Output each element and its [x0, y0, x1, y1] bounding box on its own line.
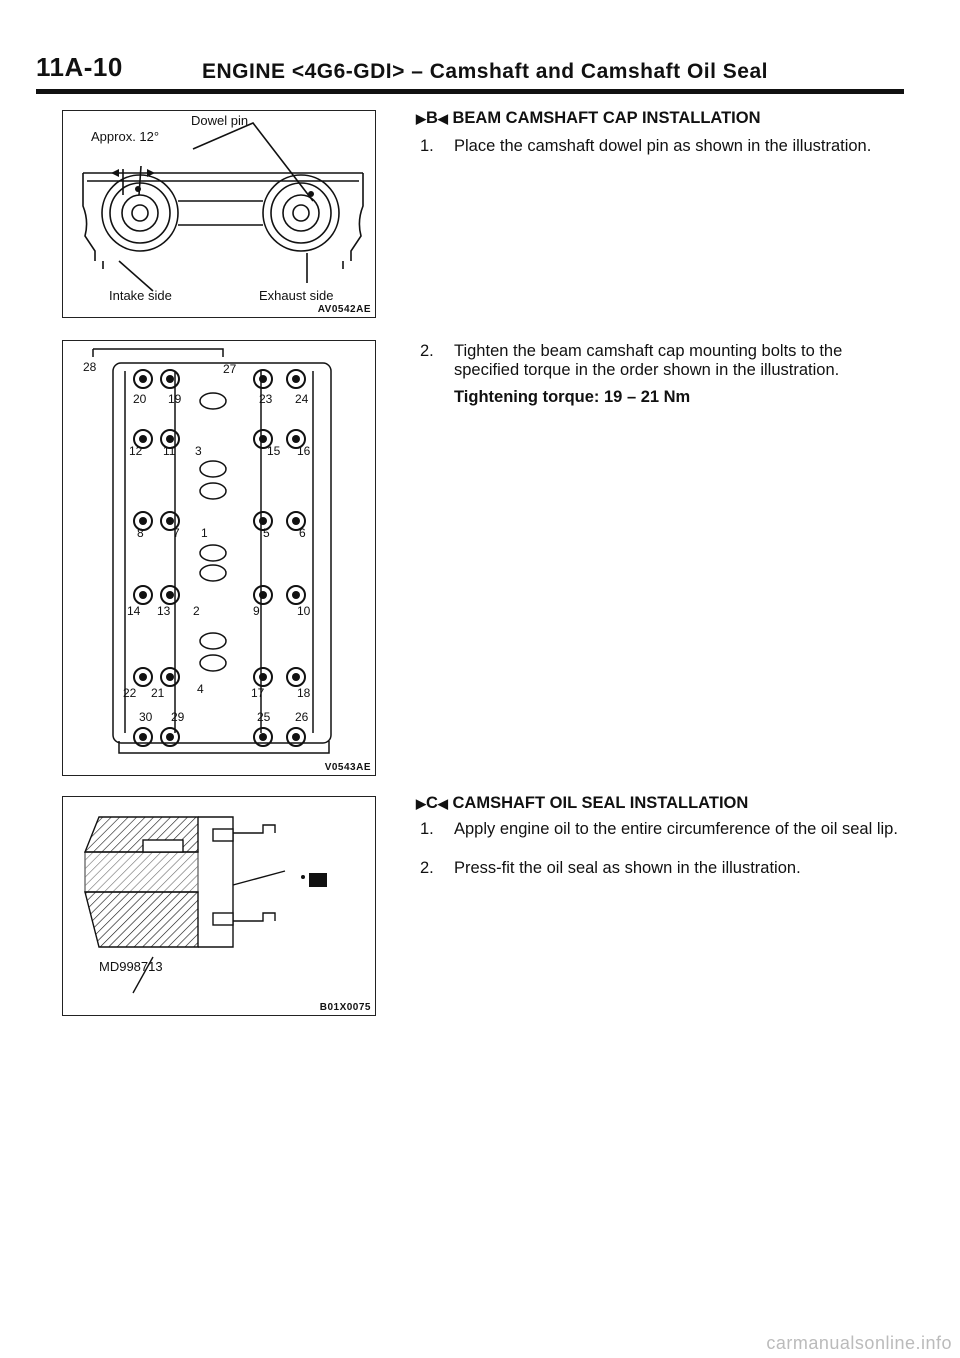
step-text: Place the camshaft dowel pin as shown in the illustration. — [454, 137, 872, 155]
bolt-number: 13 — [157, 604, 171, 618]
right-triangle-icon: ▶ — [416, 111, 426, 126]
bolt-icon — [134, 586, 152, 604]
step-text: Press-fit the oil seal as shown in the illustration. — [454, 859, 801, 877]
bolt-icon — [287, 586, 305, 604]
torque-spec: Tightening torque: 19 – 21 Nm — [454, 388, 691, 406]
right-triangle-icon: ▶ — [416, 796, 426, 811]
step-number: 1. — [420, 137, 434, 155]
figure-bolt-order — [62, 340, 376, 776]
bolt-number: 25 — [257, 710, 271, 724]
cap-oval — [200, 565, 226, 581]
bolt-number: 15 — [267, 444, 281, 458]
left-triangle-icon: ◀ — [437, 796, 448, 811]
bolt-icon — [161, 668, 179, 686]
bolt-icon — [161, 370, 179, 388]
bolt-icon — [287, 668, 305, 686]
section-b-title: BEAM CAMSHAFT CAP INSTALLATION — [452, 109, 761, 127]
bolt-number: 3 — [195, 444, 202, 458]
step-text: Tighten the beam camshaft cap mounting bolts to the specified torque in the order shown in the illustration. — [454, 342, 843, 379]
section-b-step-1 — [420, 137, 908, 156]
cap-oval — [200, 483, 226, 499]
step-number: 2. — [420, 342, 434, 360]
label-tool: MD998713 — [99, 959, 163, 974]
bolt-number: 1 — [201, 526, 208, 540]
section-c-step-1 — [420, 820, 908, 839]
bolt-number: 18 — [297, 686, 311, 700]
cap-oval — [200, 393, 226, 409]
bolt-number: 7 — [173, 526, 180, 540]
bolt-number: 28 — [83, 360, 97, 374]
section-c-step-2 — [420, 859, 908, 878]
label-intake-side: Intake side — [109, 288, 172, 303]
label-exhaust-side: Exhaust side — [259, 288, 334, 303]
bolt-number: 14 — [127, 604, 141, 618]
header-rule — [36, 89, 904, 94]
bolt-number: 2 — [193, 604, 200, 618]
figure-code: AV0542AE — [317, 304, 371, 315]
bolt-icon — [254, 370, 272, 388]
section-c-heading — [416, 794, 748, 813]
page-title: ENGINE <4G6-GDI> – Camshaft and Camshaft Oil Seal — [202, 60, 768, 83]
bolt-number: 30 — [139, 710, 153, 724]
section-b-heading — [416, 109, 761, 128]
bolt-icon — [134, 370, 152, 388]
cap-oval — [200, 461, 226, 477]
oil-seal-illustration — [63, 797, 375, 1015]
bolt-number: 6 — [299, 526, 306, 540]
bolt-number: 11 — [163, 444, 176, 458]
bolt-icon — [254, 586, 272, 604]
bolt-number: 16 — [297, 444, 311, 458]
cap-oval — [200, 545, 226, 561]
bolt-number: 29 — [171, 710, 185, 724]
bolt-number: 5 — [263, 526, 270, 540]
bolt-icon — [134, 668, 152, 686]
bolt-icon — [161, 586, 179, 604]
bolt-number: 22 — [123, 686, 137, 700]
step-number: 1. — [420, 820, 434, 838]
figure-code: V0543AE — [324, 762, 371, 773]
bolt-number: 23 — [259, 392, 273, 406]
left-triangle-icon: ◀ — [437, 111, 448, 126]
bolt-number: 24 — [295, 392, 309, 406]
section-c-marker: C — [426, 794, 438, 812]
bolt-number: 21 — [151, 686, 165, 700]
section-b-marker: B — [426, 109, 438, 127]
step-number: 2. — [420, 859, 434, 877]
bolt-number: 9 — [253, 604, 260, 618]
bolt-number: 26 — [295, 710, 309, 724]
label-dowel-pin: Dowel pin — [191, 113, 249, 128]
figure-oil-seal — [62, 796, 376, 1016]
bolt-icon — [254, 668, 272, 686]
bolt-number: 4 — [197, 682, 204, 696]
bolt-order-illustration — [63, 341, 375, 775]
bolt-number: 8 — [137, 526, 144, 540]
bolt-number: 20 — [133, 392, 147, 406]
label-angle: Approx. 12° — [91, 129, 160, 144]
step-text: Apply engine oil to the entire circumference of the oil seal lip. — [454, 820, 898, 838]
section-b-step-2 — [420, 342, 908, 380]
bolt-number: 17 — [251, 686, 265, 700]
cap-oval — [200, 655, 226, 671]
bolt-number: 10 — [297, 604, 311, 618]
page-number: 11A-10 — [36, 52, 123, 82]
bolt-number: 19 — [168, 392, 182, 406]
watermark: carmanualsonline.info — [766, 1333, 952, 1353]
bolt-number: 12 — [129, 444, 143, 458]
figure-dowel-pin — [62, 110, 376, 318]
section-c-title: CAMSHAFT OIL SEAL INSTALLATION — [452, 794, 749, 812]
figure-code: B01X0075 — [319, 1002, 371, 1013]
cap-oval — [200, 633, 226, 649]
bolt-icon — [287, 370, 305, 388]
bolt-number: 27 — [223, 362, 237, 376]
